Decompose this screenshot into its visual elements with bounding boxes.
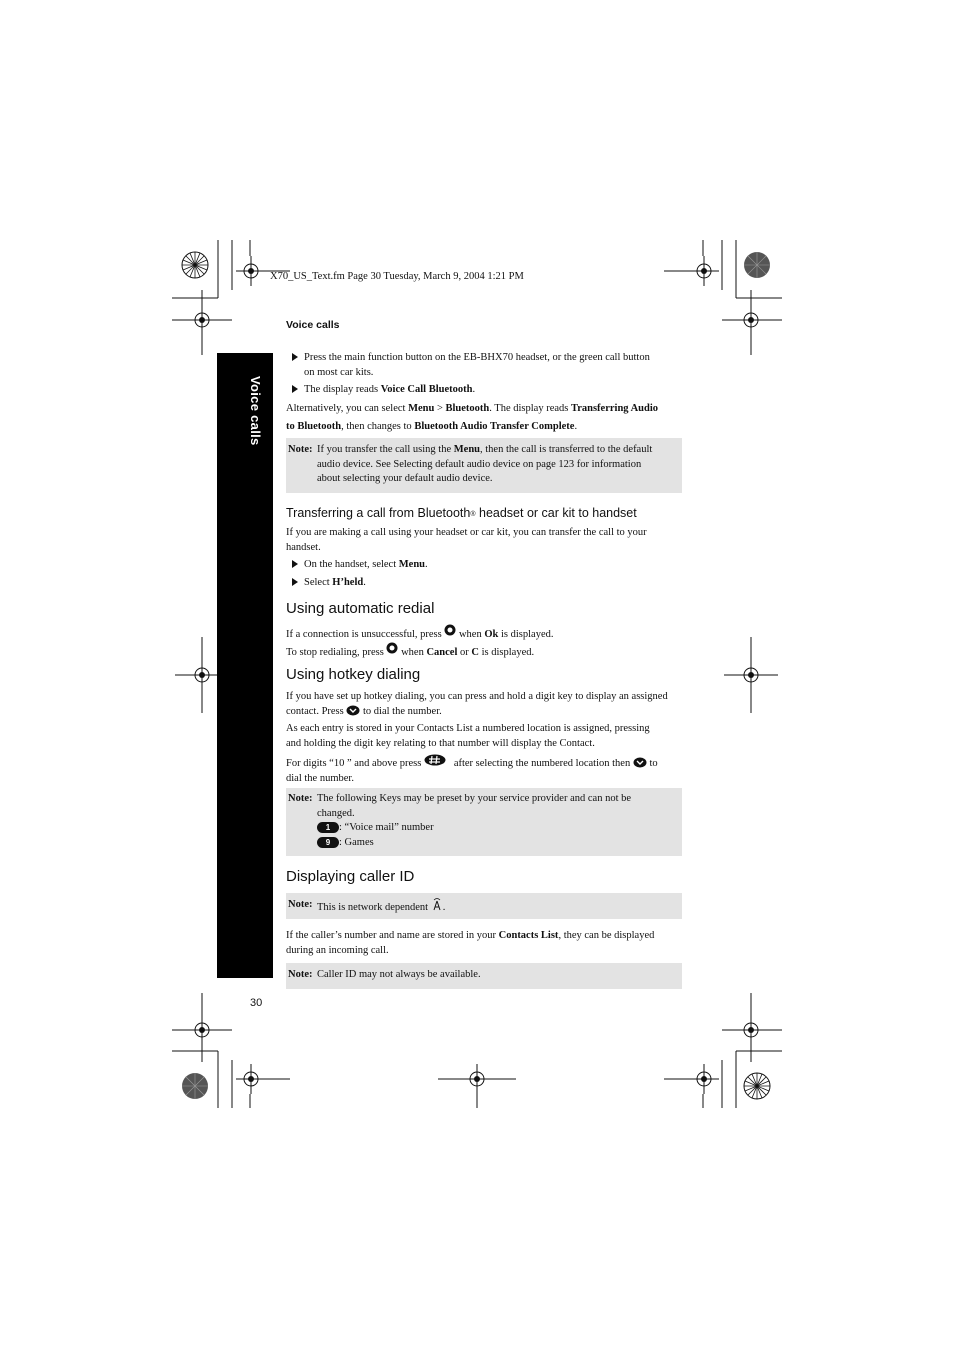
- call-send-key-icon: [633, 757, 647, 768]
- note-box: [286, 963, 682, 989]
- note-label: Note:: [288, 969, 313, 980]
- note-text: The following Keys may be preset by your service provider and can not be changed. 1 : “Voice mail” number 9 : Games: [317, 793, 632, 848]
- paragraph: To stop redialing, press when Cancel or C is displayed.: [286, 642, 534, 661]
- section-heading: Displaying caller ID: [286, 868, 415, 885]
- paragraph: If you have set up hotkey dialing, you can press and hold a digit key to display an assigned contact. Press to dial the number.: [286, 691, 668, 717]
- hash-key-icon: [424, 754, 446, 766]
- note-box: [286, 893, 682, 919]
- bullet-text: Select H’held.: [304, 577, 366, 588]
- key-1-icon: 1: [317, 822, 339, 833]
- section-heading: Using automatic redial: [286, 600, 435, 617]
- call-send-key-icon: [346, 705, 360, 716]
- bullet-text: Press the main function button on the EB-BHX70 headset, or the green call button on most car kits.: [304, 352, 650, 378]
- bullet-arrow-icon: [292, 560, 298, 568]
- running-head: Voice calls: [286, 319, 340, 331]
- round-select-key-icon: [444, 624, 456, 636]
- round-select-key-icon: [386, 642, 398, 654]
- section-heading: Using hotkey dialing: [286, 666, 421, 683]
- note-text: If you transfer the call using the Menu, then the call is transferred to the default audio device. See Selecting default audio device on page 123 for information about selecting your default audio device.: [317, 444, 653, 484]
- bullet-arrow-icon: [292, 353, 298, 361]
- note-text: This is network dependent .: [317, 898, 445, 916]
- paragraph: If you are making a call using your headset or car kit, you can transfer the call to your handset.: [286, 527, 647, 553]
- note-text: Caller ID may not always be available.: [317, 969, 481, 980]
- section-heading: Transferring a call from Bluetooth® headset or car kit to handset: [286, 506, 637, 520]
- key-9-icon: 9: [317, 837, 339, 848]
- network-dependent-icon: [431, 898, 443, 911]
- side-tab-label: Voice calls: [248, 376, 263, 446]
- note-label: Note:: [288, 793, 313, 804]
- paragraph: If the caller’s number and name are stored in your Contacts List, they can be displayed during an incoming call.: [286, 930, 655, 956]
- paragraph: If a connection is unsuccessful, press when Ok is displayed.: [286, 624, 553, 643]
- bullet-arrow-icon: [292, 385, 298, 393]
- note-label: Note:: [288, 444, 313, 455]
- bullet-text: On the handset, select Menu.: [304, 559, 428, 570]
- paragraph: As each entry is stored in your Contacts List a numbered location is assigned, pressing and holding the digit key relating to that number will display the Contact.: [286, 723, 650, 749]
- paragraph: For digits “10 ” and above press after selecting the numbered location then to dial the number.: [286, 754, 658, 786]
- note-label: Note:: [288, 899, 313, 910]
- bullet-arrow-icon: [292, 578, 298, 586]
- side-tab: [217, 353, 273, 978]
- page-number: 30: [250, 997, 263, 1009]
- note-box: [286, 438, 682, 493]
- bullet-text: The display reads Voice Call Bluetooth.: [304, 384, 476, 395]
- file-header: X70_US_Text.fm Page 30 Tuesday, March 9, 2004 1:21 PM: [270, 271, 524, 282]
- note-box: [286, 788, 682, 856]
- paragraph: Alternatively, you can select Menu > Bluetooth. The display reads Transferring Audio to Bluetooth, then changes to Bluetooth Audio Transfer Complete.: [286, 403, 659, 432]
